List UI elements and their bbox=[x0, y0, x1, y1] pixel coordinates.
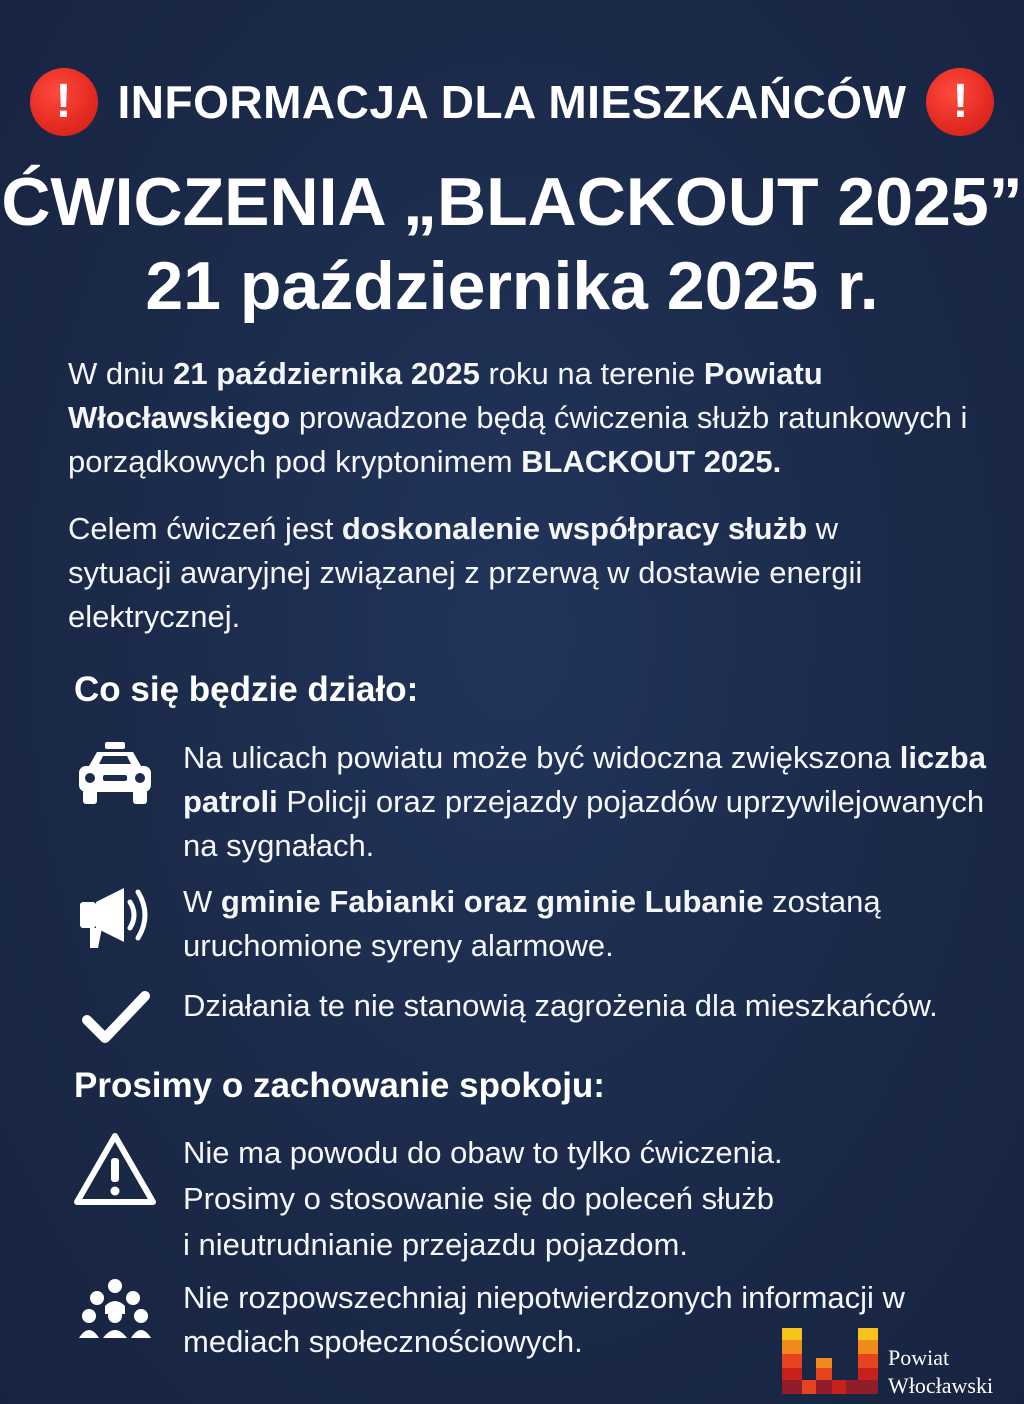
alert-right-icon: ! bbox=[926, 68, 994, 136]
page-title bbox=[0, 160, 1024, 328]
title-date: 21 października 2025 r. bbox=[145, 248, 879, 324]
powiat-logo-mark-icon bbox=[782, 1328, 880, 1394]
item-text: Działania te nie stanowią zagrożenia dla mieszkańców. bbox=[183, 988, 938, 1023]
people-group-icon bbox=[70, 1276, 160, 1364]
section-heading-stay-calm: Prosimy o zachowanie spokoju: bbox=[74, 1066, 605, 1105]
item-text: Na ulicach powiatu może być widoczna zwiększona liczba patroli Policji oraz przejazdy pojazdów uprzywilejowanych na sygnałach. bbox=[183, 740, 986, 863]
powiat-logo bbox=[782, 1328, 1022, 1398]
list-item bbox=[70, 736, 1010, 868]
list-item bbox=[70, 984, 1010, 1050]
goal-paragraph: Celem ćwiczeń jest doskonalenie współpracy służb w sytuacji awaryjnej związanej z przerwą w dostawie energii elektrycznej. bbox=[68, 511, 863, 634]
megaphone-icon bbox=[70, 880, 160, 968]
header-banner bbox=[0, 62, 1024, 142]
checkmark-icon bbox=[70, 984, 160, 1050]
list-item bbox=[70, 880, 1010, 968]
title-line-1: ĆWICZENIA „BLACKOUT 2025” bbox=[1, 164, 1023, 240]
section-heading-what-happens: Co się będzie działo: bbox=[74, 670, 419, 709]
police-car-icon bbox=[70, 736, 160, 868]
item-text: Nie ma powodu do obaw to tylko ćwiczenia. Prosimy o stosowanie się do poleceń służb i nieutrudnianie przejazdu pojazdom. bbox=[183, 1135, 783, 1262]
banner-title: INFORMACJA DLA MIESZKAŃCÓW bbox=[117, 76, 907, 128]
intro-paragraph: W dniu 21 października 2025 roku na terenie Powiatu Włocławskiego prowadzone będą ćwiczenia służb ratunkowych i porządkowych pod kryptonimem BLACKOUT 2025. bbox=[68, 356, 968, 479]
logo-text: Powiat Włocławski bbox=[888, 1345, 994, 1398]
item-text: Nie rozpowszechniaj niepotwierdzonych informacji w mediach społecznościowych. bbox=[183, 1280, 905, 1359]
alert-left-icon: ! bbox=[30, 68, 98, 136]
item-text: W gminie Fabianki oraz gminie Lubanie zostaną uruchomione syreny alarmowe. bbox=[183, 884, 881, 963]
list-item bbox=[70, 1130, 1010, 1268]
warning-triangle-icon bbox=[70, 1130, 160, 1268]
